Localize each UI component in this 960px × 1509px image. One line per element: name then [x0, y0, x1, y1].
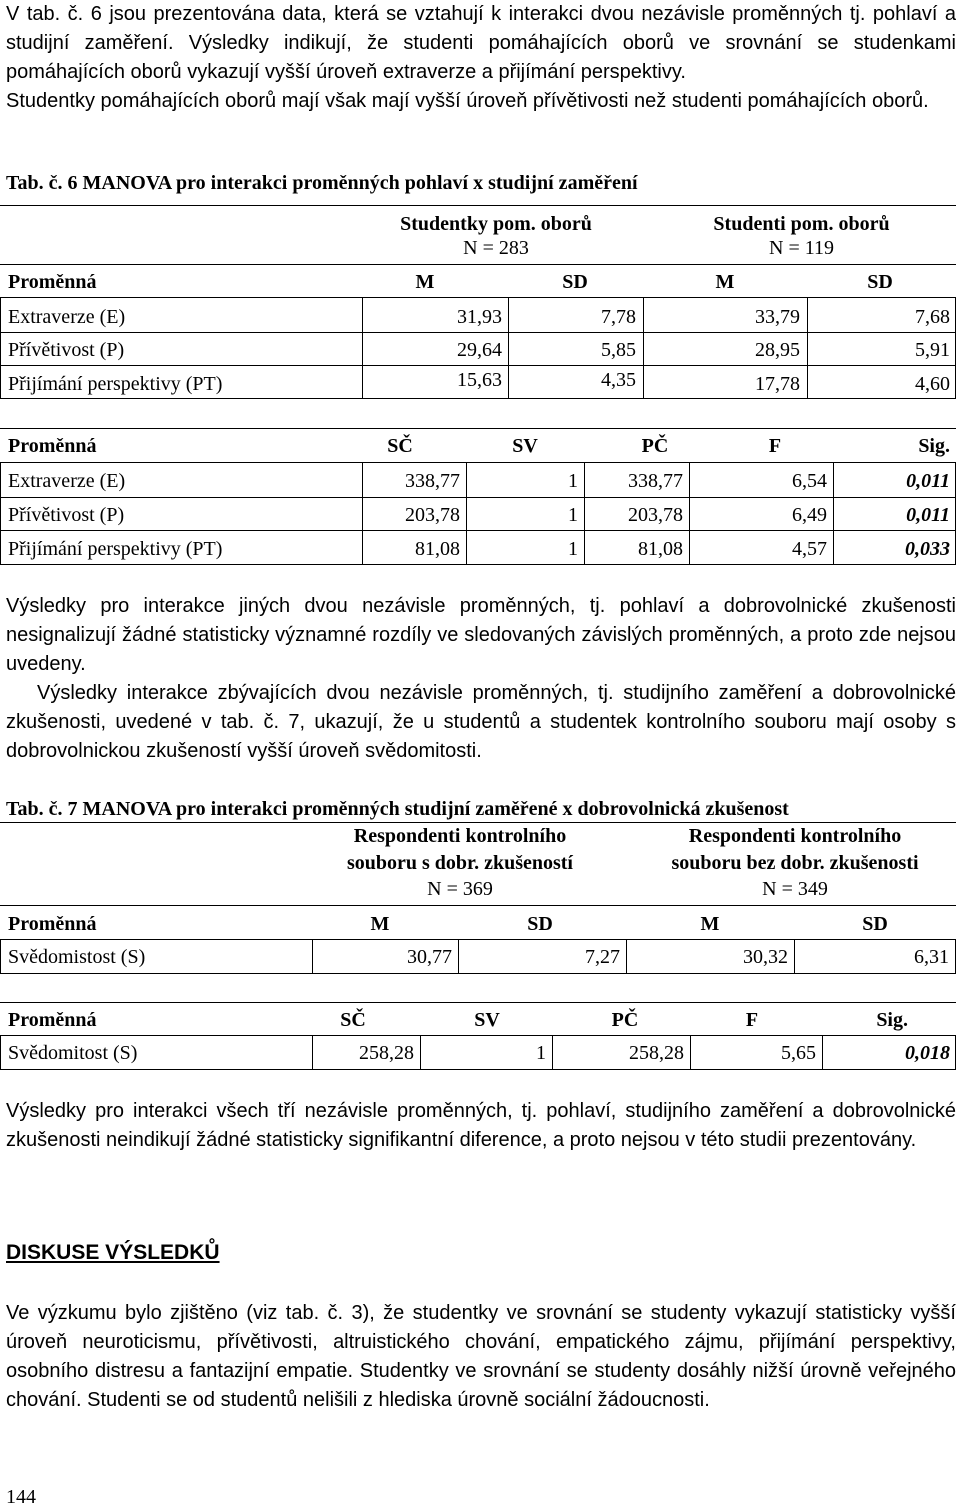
table6-anova-row2-sig: 0,011: [906, 504, 950, 526]
table6-header-variable: Proměnná: [8, 271, 97, 293]
discussion-paragraph: [6, 1299, 956, 1415]
table6-group1-name: Studentky pom. oborů: [400, 213, 592, 235]
table6-anova-row2-label: Přívětivost (P): [8, 504, 125, 526]
table6-row1-sd2: 7,68: [915, 306, 950, 328]
table7-anova-header-sv: SV: [474, 1009, 500, 1031]
table6-row3-sd1: 4,35: [601, 369, 636, 391]
table6-anova-header-f: F: [768, 435, 782, 457]
table7-row1-sd1: 7,27: [585, 946, 620, 968]
page-number: 144: [6, 1486, 36, 1508]
intro-paragraph: [6, 0, 956, 116]
table7-header-m1: M: [370, 913, 390, 935]
table6-row1-label: Extraverze (E): [8, 306, 126, 328]
table6-anova-row3-sc: 81,08: [415, 538, 460, 560]
table6-row2-sd1: 5,85: [601, 339, 636, 361]
table6-anova-row3-pc: 81,08: [638, 538, 683, 560]
table6-row1-m2: 33,79: [755, 306, 800, 328]
table6-header-sd2: SD: [867, 271, 893, 293]
table6-row3-sd2: 4,60: [915, 373, 950, 395]
table6-anova-row1-sig: 0,011: [906, 470, 950, 492]
table6-anova-header-pc: PČ: [641, 435, 669, 457]
table6-anova-row1-label: Extraverze (E): [8, 470, 126, 492]
section-heading: DISKUSE VÝSLEDKŮ: [6, 1241, 220, 1264]
table7-anova-header-f: F: [745, 1009, 759, 1031]
table6-anova-header-sc: SČ: [387, 435, 413, 457]
table7-row1-sd2: 6,31: [914, 946, 949, 968]
table6-group2-name: Studenti pom. oborů: [713, 213, 890, 235]
table6-anova-row1-sv: 1: [568, 470, 578, 492]
all-interaction-paragraph: [6, 1097, 956, 1155]
table6-header-m1: M: [415, 271, 435, 293]
table6-row2-sd2: 5,91: [915, 339, 950, 361]
table7-header-sd2: SD: [862, 913, 888, 935]
table6-row1-sd1: 7,78: [601, 306, 636, 328]
all-interaction-text: Výsledky pro interakci všech tří nezávisle proměnných, tj. pohlaví, studijního zaměření a dobrovolnické zkušenosti neindikují žádné statisticky signifikantní diference, a proto nejsou v této studii prezentovány.: [6, 1100, 956, 1151]
table7-group1-line1: Respondenti kontrolního: [353, 825, 567, 847]
discussion-text: Ve výzkumu bylo zjištěno (viz tab. č. 3), že studentky ve srovnání se studenty vykazují statisticky vyšší úroveň neuroticismu, přívětivosti, altruistického chování, empatického zájmu, přijímání perspektivy, osobního distresu a fantazijní empatie. Studentky ve srovnání se studenty dosáhly nižší úrovně veřejného chování. Studenti se od studentů nelišili z hlediska úrovně sociální žádoucnosti.: [6, 1302, 956, 1411]
table6-anova-row3-f: 4,57: [792, 538, 827, 560]
table6-caption: Tab. č. 6 MANOVA pro interakci proměnných pohlaví x studijní zaměření: [6, 172, 638, 194]
table6-anova-row3-label: Přijímání perspektivy (PT): [8, 538, 223, 560]
table6-anova-header-variable: Proměnná: [8, 435, 97, 457]
table7-group2-line2: souboru bez dobr. zkušenosti: [671, 852, 919, 874]
table6-row2-m1: 29,64: [457, 339, 502, 361]
table7-row1-m1: 30,77: [407, 946, 452, 968]
table7-anova-row1-sv: 1: [536, 1042, 546, 1064]
table7-anova-row1-pc: 258,28: [629, 1042, 684, 1064]
table6-row2-m2: 28,95: [755, 339, 800, 361]
intro-text-2: Studentky pomáhajících oborů mají však mají vyšší úroveň přívětivosti než studenti pomáhajících oborů.: [6, 90, 929, 112]
table6-row3-m1: 15,63: [457, 369, 502, 391]
table6-row3-label: Přijímání perspektivy (PT): [8, 373, 223, 395]
table6-anova-row2-f: 6,49: [792, 504, 827, 526]
table6-anova-row1-sc: 338,77: [405, 470, 460, 492]
table6-anova-row2-pc: 203,78: [628, 504, 683, 526]
interaction-text-1: Výsledky pro interakce jiných dvou nezávisle proměnných, tj. pohlaví a dobrovolnické zkušenosti nesignalizují žádné statisticky významné rozdíly ve sledovaných závislých proměnných, a proto zde nejsou uvedeny.: [6, 595, 956, 675]
table7-header-sd1: SD: [527, 913, 553, 935]
table6-group2-n: N = 119: [769, 237, 834, 259]
table7-row1-label: Svědomistost (S): [8, 946, 146, 968]
table7-anova-row1-sig: 0,018: [905, 1042, 950, 1064]
table6-row2-label: Přívětivost (P): [8, 339, 125, 361]
table6-anova-row3-sv: 1: [568, 538, 578, 560]
table7-anova-header-sig: Sig.: [876, 1009, 908, 1031]
table6-anova-row2-sv: 1: [568, 504, 578, 526]
table7-anova-header-variable: Proměnná: [8, 1009, 97, 1031]
table7-anova-row1-label: Svědomitost (S): [8, 1042, 138, 1064]
table7-anova-header-pc: PČ: [611, 1009, 639, 1031]
table7-group2-line1: Respondenti kontrolního: [688, 825, 902, 847]
table7-header-m2: M: [700, 913, 720, 935]
table6-anova-row2-sc: 203,78: [405, 504, 460, 526]
table6-anova-header-sv: SV: [512, 435, 538, 457]
interaction-text-2: Výsledky interakce zbývajících dvou nezávisle proměnných, tj. studijního zaměření a dobrovolnické zkušenosti, uvedené v tab. č. 7, ukazují, že u studentů a studentek kontrolního souboru mají osoby s dobrovolnickou zkušeností vyšší úroveň svědomitosti.: [6, 682, 956, 762]
table7-caption: Tab. č. 7 MANOVA pro interakci proměnných studijní zaměřené x dobrovolnická zkušenost: [6, 798, 789, 820]
table7-group1-n: N = 369: [427, 878, 493, 900]
table6-header-m2: M: [715, 271, 735, 293]
table7-group1-line2: souboru s dobr. zkušeností: [346, 852, 573, 874]
table6-anova-header-sig: Sig.: [918, 435, 950, 457]
table7-row1-m2: 30,32: [743, 946, 788, 968]
table7-group2-n: N = 349: [762, 878, 828, 900]
table6-header-sd1: SD: [562, 271, 588, 293]
table6-anova-row1-f: 6,54: [792, 470, 827, 492]
table7-header-variable: Proměnná: [8, 913, 97, 935]
table6-anova-row3-sig: 0,033: [905, 538, 950, 560]
table7-anova-row1-sc: 258,28: [359, 1042, 414, 1064]
table6-anova-row1-pc: 338,77: [628, 470, 683, 492]
table6-group1-n: N = 283: [463, 237, 529, 259]
table6-row3-m2: 17,78: [755, 373, 800, 395]
intro-text-1: V tab. č. 6 jsou prezentována data, která se vztahují k interakci dvou nezávisle proměnných tj. pohlaví a studijní zaměření. Výsledky indikují, že studenti pomáhajících oborů ve srovnání se studenkami pomáhajících oborů vykazují vyšší úroveň extraverze a přijímání perspektivy.: [6, 3, 956, 83]
table7-anova-header-sc: SČ: [340, 1009, 366, 1031]
table6-row1-m1: 31,93: [457, 306, 502, 328]
table7-anova-row1-f: 5,65: [781, 1042, 816, 1064]
interaction-paragraph: [6, 592, 956, 766]
